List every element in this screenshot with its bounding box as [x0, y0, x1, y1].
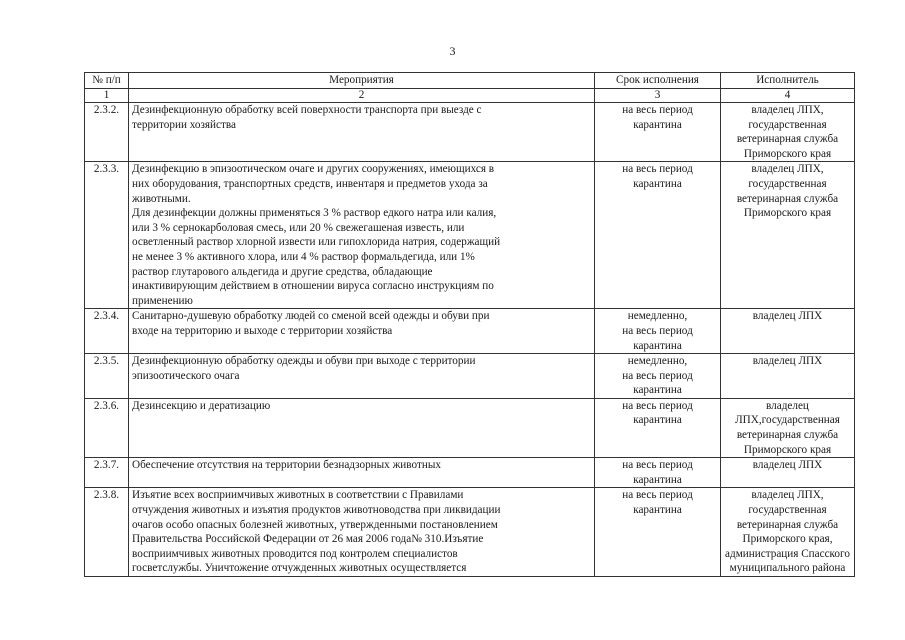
row-number: 2.3.5. [85, 354, 129, 399]
measures-table [84, 72, 855, 577]
row-number: 2.3.4. [85, 309, 129, 354]
executor-line: ветеринарная служба [736, 133, 839, 146]
executor-line: владелец ЛПХ [752, 355, 823, 368]
term-line: карантина [633, 414, 682, 427]
term-line: карантина [633, 384, 682, 397]
term-cell [595, 398, 721, 457]
executor-cell [721, 458, 855, 488]
executor-line: Приморского края [743, 147, 832, 160]
executor-line: ЛПХ,государственная [735, 414, 840, 427]
activity-line: Для дезинфекции должны применяться 3 % раствор едкого натра или калия, [132, 207, 497, 220]
executor-cell [721, 103, 855, 162]
activity-line: Дезинфекцию в эпизоотическом очаге и других сооружениях, имеющихся в [132, 163, 495, 176]
term-line: на весь период [622, 459, 693, 472]
header-activity: Мероприятия [129, 73, 595, 89]
activity-line: Изъятие всех восприимчивых животных в соответствии с Правилами [132, 489, 464, 502]
executor-line: владелец [766, 399, 809, 412]
executor-line: муниципального района [729, 562, 846, 575]
table-row [85, 309, 855, 354]
activity-line: отчуждения животных и изъятия продуктов животноводства при ликвидации [132, 504, 501, 517]
executor-line: ветеринарная служба [736, 429, 839, 442]
term-cell [595, 162, 721, 309]
executor-line: владелец ЛПХ, [751, 104, 824, 116]
column-number: 4 [721, 89, 855, 103]
column-numbers-row [85, 89, 855, 103]
activity-line: очагов особо опасных болезней животных, утвержденными постановлением [132, 518, 498, 531]
executor-cell [721, 398, 855, 457]
term-line: на весь период [622, 369, 693, 382]
table-row [85, 398, 855, 457]
row-number: 2.3.6. [85, 398, 129, 457]
row-number: 2.3.2. [85, 103, 129, 162]
activity-line: инактивирующим действием в отношении вируса согласно инструкциям по [132, 280, 494, 293]
activity-cell [129, 162, 595, 309]
term-line: немедленно, [627, 310, 688, 323]
executor-cell [721, 354, 855, 399]
column-number: 3 [595, 89, 721, 103]
executor-line: государственная [748, 177, 827, 190]
activity-line: госветслужбы. Уничтожение отчужденных животных осуществляется [132, 562, 467, 575]
term-line: карантина [633, 118, 682, 131]
term-cell [595, 488, 721, 577]
header-num: № п/п [85, 73, 129, 89]
term-line: на весь период [622, 324, 693, 337]
term-line: на весь период [622, 163, 693, 176]
header-executor: Исполнитель [721, 73, 855, 89]
executor-line: ветеринарная служба [736, 192, 839, 205]
activity-line: них оборудования, транспортных средств, инвентаря и предметов ухода за [132, 177, 488, 190]
table-row [85, 162, 855, 309]
table-row [85, 354, 855, 399]
executor-line: владелец ЛПХ [752, 310, 823, 323]
activity-line: эпизоотического очага [132, 369, 240, 382]
term-cell [595, 103, 721, 162]
executor-line: ветеринарная служба [736, 518, 839, 531]
table-row [85, 103, 855, 162]
column-number: 2 [129, 89, 595, 103]
term-line: на весь период [622, 104, 693, 116]
activity-line: территории хозяйства [132, 118, 236, 131]
executor-line: Приморского края [743, 207, 832, 220]
activity-line: Дезинфекционную обработку одежды и обуви при выходе с территории [132, 355, 476, 368]
column-number: 1 [85, 89, 129, 103]
executor-line: государственная [748, 504, 827, 517]
executor-line: государственная [748, 118, 827, 131]
executor-line: владелец ЛПХ, [751, 163, 824, 176]
term-line: на весь период [622, 399, 693, 412]
term-cell [595, 354, 721, 399]
term-line: карантина [633, 339, 682, 352]
executor-cell [721, 162, 855, 309]
activity-line: не менее 3 % активного хлора, или 4 % раствор формальдегида, или 1% [132, 250, 475, 263]
activity-line: Дезинсекцию и дератизацию [132, 399, 271, 412]
header-term: Срок исполнения [595, 73, 721, 89]
activity-line: осветленный раствор хлорной извести или гипохлорида натрия, содержащий [132, 236, 501, 249]
page-number: 3 [449, 44, 456, 58]
row-number: 2.3.8. [85, 488, 129, 577]
activity-cell [129, 354, 595, 399]
term-cell [595, 458, 721, 488]
activity-line: животными. [132, 192, 191, 205]
row-number: 2.3.3. [85, 162, 129, 309]
table-row [85, 488, 855, 577]
executor-line: владелец ЛПХ [752, 459, 823, 472]
activity-line: применению [132, 294, 193, 307]
executor-line: владелец ЛПХ, [751, 489, 824, 502]
term-line: на весь период [622, 489, 693, 502]
activity-cell [129, 103, 595, 162]
executor-cell [721, 309, 855, 354]
activity-line: Дезинфекционную обработку всей поверхности транспорта при выезде с [132, 104, 482, 116]
executor-line: Приморского края, [742, 533, 833, 546]
executor-line: администрация Спасского [725, 547, 850, 560]
row-number: 2.3.7. [85, 458, 129, 488]
activity-line: раствор глутарового альдегида и другие средства, обладающие [132, 265, 433, 278]
term-cell [595, 309, 721, 354]
term-line: немедленно, [627, 355, 688, 368]
activity-line: входе на территорию и выходе с территории хозяйства [132, 324, 393, 337]
activity-line: или 3 % сернокарболовая смесь, или 20 % свежегашеная известь, или [132, 221, 465, 234]
activity-cell [129, 309, 595, 354]
activity-line: Обеспечение отсутствия на территории безнадзорных животных [132, 459, 441, 472]
executor-cell [721, 488, 855, 577]
activity-cell [129, 488, 595, 577]
term-line: карантина [633, 473, 682, 486]
executor-line: Приморского края [743, 443, 832, 456]
header-row [85, 73, 855, 89]
table-row [85, 458, 855, 488]
activity-line: Санитарно-душевую обработку людей со сменой всей одежды и обуви при [132, 310, 490, 323]
term-line: карантина [633, 504, 682, 517]
activity-line: восприимчивых животных проводится под контролем специалистов [132, 547, 458, 560]
activity-line: Правительства Российской Федерации от 26 мая 2006 года№ 310.Изъятие [132, 533, 484, 546]
term-line: карантина [633, 177, 682, 190]
activity-cell [129, 398, 595, 457]
activity-cell [129, 458, 595, 488]
